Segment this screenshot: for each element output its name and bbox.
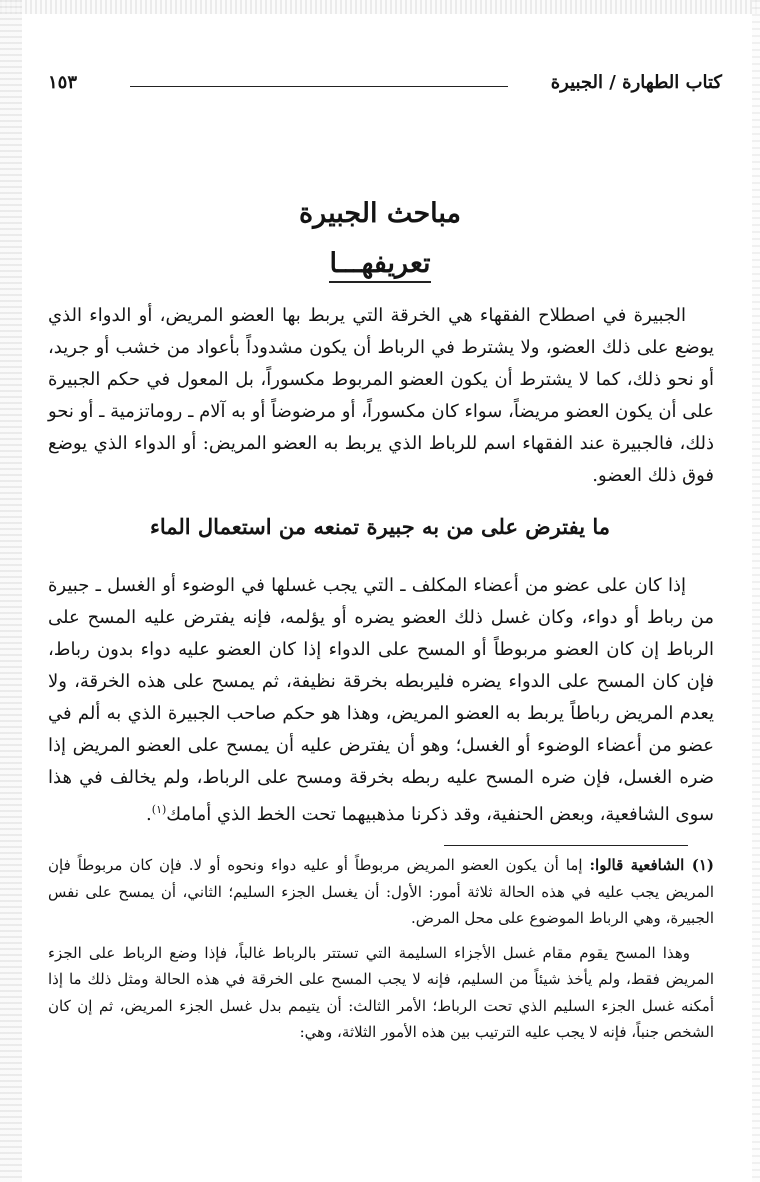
scan-edge-left: [0, 0, 22, 1182]
obligation-paragraph-text: إذا كان على عضو من أعضاء المكلف ـ التي يجب غسلها في الوضوء أو الغسل ـ جبيرة من رباط أو دواء، وكان غسل ذلك العضو يضره أو يؤلمه، فإنه يفترض عليه المسح على الرباط إن كان العضو مربوطاً أو المسح على الدواء إذا كان العضو عليه دواء بدون رباط، فإن كان المسح على الدواء يضره فليربطه بخرقة نظيفة، ثم يمسح على هذه الخرقة، ولا يعدم المريض رباطاً يربط به العضو المريض، وهذا هو حكم صاحب الجبيرة الذي به ألم في عضو من أعضاء الوضوء أو الغسل؛ وهو أن يفترض عليه أن يمسح على العضو المريض إذا ضره الغسل، فإن ضره المسح عليه ربطه بخرقة ومسح على الرباط، ولم يخالف في هذا سوى الشافعية، وبعض الحنفية، وقد ذكرنا مذهبيهما تحت الخط الذي أمامك: [48, 575, 714, 825]
footnote-paragraph-1-text: إما أن يكون العضو المريض مربوطاً أو عليه دواء ونحوه أو لا. فإن كان مربوطاً فإن المريض يجب عليه في هذه الحالة ثلاثة أمور: الأول: أن يغسل الجزء السليم؛ الثاني، أن يمسح على نفس الجبيرة، وهي الرباط الموضوع على محل المرض.: [48, 856, 714, 927]
page-number: ١٥٣: [48, 72, 78, 93]
footnote-lead: (١) الشافعية قالوا:: [589, 856, 714, 874]
footnote-paragraph-1: [48, 852, 714, 932]
footnote-rule: [444, 845, 688, 846]
page-header: [48, 72, 722, 102]
header-rule: [130, 86, 508, 87]
scan-edge-top: [0, 0, 760, 14]
footnote: [48, 852, 714, 1046]
scan-edge-right: [752, 0, 760, 1182]
section-title-definition-text: تعريفهـــا: [329, 248, 430, 283]
obligation-paragraph: [48, 570, 714, 831]
page-title: مباحث الجبيرة: [299, 198, 461, 229]
definition-text: [48, 300, 714, 492]
definition-paragraph: الجبيرة في اصطلاح الفقهاء هي الخرقة التي يربط بها العضو المريض، أو الدواء الذي يوضع على ذلك العضو، ولا يشترط في الرباط أن يكون مشدوداً بأعواد من خشب أو جريد، أو نحو ذلك، كما لا يشترط أن يكون العضو المربوط مكسوراً، بل المعول في حكم الجبيرة على أن يكون العضو مريضاً، سواء كان مكسوراً، أو مرضوضاً أو به آلام ـ روماتزمية ـ أو نحو ذلك، فالجبيرة عند الفقهاء اسم للرباط الذي يربط به العضو المريض: أو الدواء الذي يوضع فوق ذلك العضو.: [48, 305, 714, 486]
obligation-paragraph-end: .: [146, 804, 152, 825]
footnote-paragraph-2: وهذا المسح يقوم مقام غسل الأجزاء السليمة التي تستتر بالرباط غالباً، فإذا وضع الرباط على الجزء المريض فقط، ولم يأخذ شيئاً من السليم، فإنه لا يجب المسح على الخرقة في هذه الحالة ومثل ذلك ما إذا أمكنه غسل الجزء السليم الذي تحت الرباط؛ الأمر الثالث: أن يتيمم بدل غسل الجزء المريض، ثم إن كان الشخص جنباً، فإنه لا يجب عليه الترتيب بين هذه الأمور الثلاثة، وهي:: [48, 943, 714, 1041]
section-title-definition: [0, 248, 760, 279]
footnote-reference: (١): [151, 803, 167, 816]
section-heading-obligation: ما يفترض على من به جبيرة تمنعه من استعمال الماء: [149, 514, 611, 539]
running-title: كتاب الطهارة / الجبيرة: [550, 72, 722, 93]
obligation-text: [48, 570, 714, 831]
